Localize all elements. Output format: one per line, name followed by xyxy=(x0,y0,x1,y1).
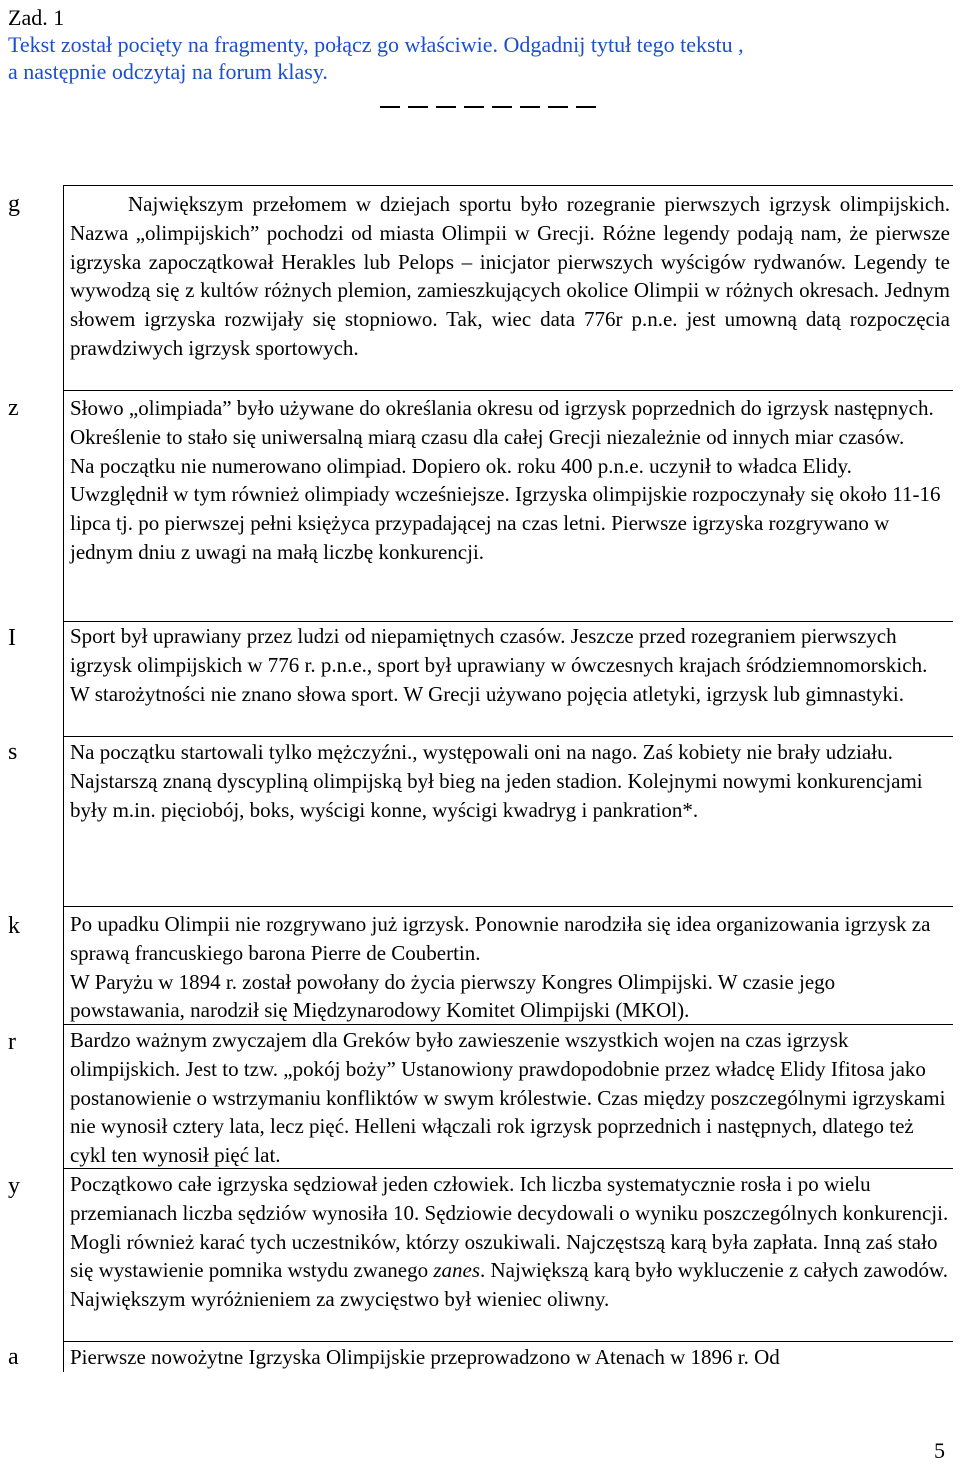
fragment-letter: r xyxy=(8,1029,16,1055)
answer-blank xyxy=(576,106,596,108)
fragment-letter: z xyxy=(8,395,19,421)
fragment-letter: I xyxy=(8,625,16,651)
answer-blank xyxy=(380,106,400,108)
answer-blank xyxy=(520,106,540,108)
table-divider-vertical xyxy=(63,185,64,1372)
instruction-line-2: a następnie odczytaj na forum klasy. xyxy=(8,59,328,84)
table-rule xyxy=(63,736,953,737)
table-rule xyxy=(63,1341,953,1342)
fragment-text: Na początku startowali tylko mężczyźni., występowali oni na nago. Zaś kobiety nie brały udziału. Najstarszą znaną dyscypliną olimpijską był bieg na jeden stadion. Kolejnymi nowymi konkurencjami były m.in. pięciobój, boks, wyścigi konne, wyścigi kwadryg i pankration*. xyxy=(70,740,923,822)
fragment-text: Początkowo całe igrzyska sędziował jeden człowiek. Ich liczba systematycznie rosła i po wielu przemianach liczba sędziów wynosiła 10. Sędziowie decydowali o wyniku poszczególnych konkurencji. Mogli również karać tych uczestników, którzy oszukiwali. Najczęstszą karą była zapłata. Inną zaś stało się wystawienie pomnika wstydu zwanego zanes. Największą karą było wykluczenie z całych zawodów. Największym wyróżnieniem za zwycięstwo był wieniec oliwny. xyxy=(70,1172,949,1312)
fragment-text: Pierwsze nowożytne Igrzyska Olimpijskie przeprowadzono w Atenach w 1896 r. Od xyxy=(70,1345,780,1369)
fragment-letter: a xyxy=(8,1344,19,1370)
table-rule xyxy=(63,390,953,391)
answer-blank xyxy=(436,106,456,108)
answer-blank xyxy=(548,106,568,108)
instruction-line-1: Tekst został pocięty na fragmenty, połącz go właściwie. Odgadnij tytuł tego tekstu , xyxy=(8,32,744,57)
fragment-letter: y xyxy=(8,1173,20,1199)
answer-blank xyxy=(492,106,512,108)
fragment-text: Największym przełomem w dziejach sportu było rozegranie pierwszych igrzysk olimpijskich. Nazwa „olimpijskich” pochodzi od miasta Olimpii w Grecji. Różne legendy podają nam, że pierwsze igrzyska zapoczątkował Herakles lub Pelops – inicjator pierwszych wyścigów rydwanów. Legendy te wywodzą się z kultów różnych plemion, zamieszkujących okolice Olimpii w różnych okresach. Jednym słowem igrzyska rozwijały się stopniowo. Tak, wiec data 776r p.n.e. jest umowną datą rozpoczęcia prawdziwych igrzysk sportowych. xyxy=(70,192,950,360)
table-rule xyxy=(63,906,953,907)
fragment-text: Sport był uprawiany przez ludzi od niepamiętnych czasów. Jeszcze przed rozegraniem pierwszych igrzysk olimpijskich w 776 r. p.n.e., sport był uprawiany w ówczesnych krajach śródziemnomorskich. W starożytności nie znano słowa sport. W Grecji używano pojęcia atletyki, igrzysk lub gimnastyki. xyxy=(70,624,928,706)
table-rule xyxy=(63,185,953,186)
answer-blank xyxy=(408,106,428,108)
title-answer-blanks[interactable] xyxy=(380,106,596,108)
fragment-text: Bardzo ważnym zwyczajem dla Greków było zawieszenie wszystkich wojen na czas igrzysk olimpijskich. Jest to tzw. „pokój boży” Ustanowiony prawdopodobnie przez władcę Elidy Ifitosa jako postanowienie o wstrzymaniu konfliktów w swym królestwie. Czas między poszczególnymi igrzyskami nie wynosił cztery lata, lecz pięć. Helleni włączali rok igrzysk poprzednich i następnych, dlatego też cykl ten wynosił pięć lat. xyxy=(70,1028,946,1168)
header xyxy=(8,4,948,85)
answer-blank xyxy=(464,106,484,108)
fragment-letter: s xyxy=(8,739,18,765)
task-title: Zad. 1 xyxy=(8,5,65,30)
fragment-letter: k xyxy=(8,913,20,939)
fragment-text: Słowo „olimpiada” było używane do określania okresu od igrzysk poprzednich do igrzysk następnych. Określenie to stało się uniwersalną miarą czasu dla całej Grecji niezależnie od innych miar czasów. Na początku nie numerowano olimpiad. Dopiero ok. roku 400 p.n.e. uczynił to władca Elidy. Uwzględnił w tym również olimpiady wcześniejsze. Igrzyska olimpijskie rozpoczynały się około 11-16 lipca tj. po pierwszej pełni księżyca przypadającej na czas letni. Pierwsze igrzyska rozgrywano w jednym dniu z uwagi na małą liczbę konkurencji. xyxy=(70,396,941,564)
fragment-text: Po upadku Olimpii nie rozgrywano już igrzysk. Ponownie narodziła się idea organizowania igrzysk za sprawą francuskiego barona Pierre de Coubertin. W Paryżu w 1894 r. został powołany do życia pierwszy Kongres Olimpijski. W czasie jego powstawania, narodził się Międzynarodowy Komitet Olimpijski (MKOl). xyxy=(70,912,931,1023)
page-number: 5 xyxy=(934,1438,945,1463)
fragment-letter: g xyxy=(8,191,20,217)
